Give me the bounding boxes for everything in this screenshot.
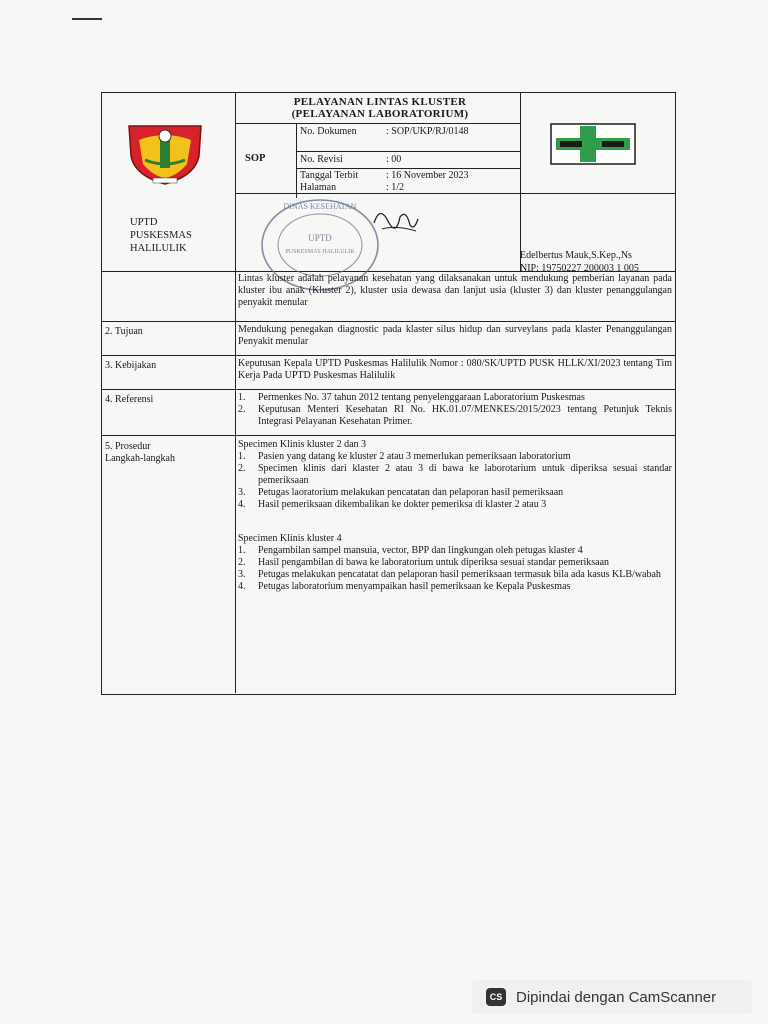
sop-label: SOP [245, 153, 266, 164]
meta-key: Tanggal Terbit [300, 170, 359, 181]
signature [370, 201, 422, 237]
item-number: 4. [238, 499, 246, 510]
tujuan-label: 2. Tujuan [105, 326, 143, 337]
section-title: Specimen Klinis kluster 2 dan 3 [238, 439, 367, 450]
meta-value: : 16 November 2023 [386, 170, 469, 181]
camscanner-watermark [472, 980, 752, 1014]
puskesmas-logo-icon [550, 123, 636, 165]
camscanner-icon: CS [486, 988, 506, 1006]
meta-key: Halaman [300, 182, 337, 193]
item-text: Pasien yang datang ke kluster 2 atau 3 memerlukan pemeriksaan laboratorium [258, 451, 571, 462]
item-text: Pengambilan sampel mansuia, vector, BPP dan lingkungan oleh petugas klaster 4 [258, 545, 583, 556]
pengertian-text: Lintas kluster adalah pelayanan kesehatan yang dilaksanakan untuk mendukung pemberian layanan pada kluster ibu anak (Kluster 2), kluster usia dewasa dan lanjut usia (kluster 3) dan kluster penanggulangan penyakit menular [238, 273, 672, 308]
sop-document [101, 92, 676, 695]
meta-no-revisi [300, 154, 401, 166]
item-number: 2. [238, 557, 246, 568]
prosedur-step [238, 463, 672, 487]
row-divider [102, 389, 675, 390]
meta-value: : 1/2 [386, 182, 405, 193]
unit-name [130, 216, 192, 255]
item-number: 4. [238, 581, 246, 592]
row-divider [102, 435, 675, 436]
unit-line-3: HALILULIK [130, 243, 187, 254]
title-line-2: (PELAYANAN LABORATORIUM) [291, 108, 469, 120]
item-text: Hasil pemeriksaan dikembalikan ke dokter pemeriksa di klaster 2 atau 3 [258, 499, 547, 510]
item-text: Keputusan Menteri Kesehatan RI No. HK.01.07/MENKES/2015/2023 tentang Petunjuk Teknis Integrasi Pelayanan Kesehatan Primer. [258, 404, 672, 427]
stamp-top-text: DINAS KESEHATAN [283, 202, 357, 211]
prosedur-step [238, 499, 672, 511]
item-number: 3. [238, 487, 246, 498]
meta-halaman [300, 182, 404, 194]
column-divider [235, 93, 236, 693]
kebijakan-text: Keputusan Kepala UPTD Puskesmas Halilulik Nomor : 080/SK/UPTD PUSK HLLK/XI/2023 tentang Tim Kerja Pada UPTD Puskesmas Halilulik [238, 358, 672, 381]
stamp-middle-text: UPTD [308, 233, 332, 243]
referensi-label: 4. Referensi [105, 394, 154, 405]
kebijakan-label: 3. Kebijakan [105, 360, 157, 371]
item-number: 2. [238, 463, 246, 474]
prosedur-step [238, 557, 672, 569]
prosedur-step [238, 569, 672, 581]
signer-block [520, 249, 639, 275]
prosedur-step [238, 451, 672, 463]
meta-no-dokumen [300, 126, 469, 138]
prosedur-step [238, 487, 672, 499]
item-number: 1. [238, 392, 246, 403]
meta-row-divider [296, 168, 520, 169]
section-title: Specimen Klinis kluster 4 [238, 533, 342, 544]
item-text: Hasil pengambilan di bawa ke laboratorium untuk diperiksa sesuai standar pemeriksaan [258, 557, 610, 568]
prosedur-label-line-2: Langkah-langkah [105, 453, 175, 464]
prosedur-label [105, 441, 175, 465]
signer-name: Edelbertus Mauk,S.Kep.,Ns [520, 250, 632, 261]
title-divider [235, 123, 520, 124]
item-number: 1. [238, 451, 246, 462]
meta-row-divider [296, 151, 520, 152]
document-title [238, 96, 522, 120]
referensi-list [238, 392, 672, 428]
item-text: Petugas laboratorium menyampaikan hasil pemeriksaan ke Kepala Puskesmas [258, 581, 571, 592]
stamp-bottom-text: PUSKESMAS HALILULIK [285, 249, 355, 255]
meta-key: No. Revisi [300, 154, 343, 165]
row-divider [102, 321, 675, 322]
camscanner-text: Dipindai dengan CamScanner [516, 988, 717, 1006]
unit-line-1: UPTD [130, 217, 158, 228]
scan-mark [72, 18, 102, 20]
meta-value: : 00 [386, 154, 402, 165]
signer-nip: NIP: 19750227 200003 1 005 [520, 263, 639, 274]
tujuan-text: Mendukung penegakan diagnostic pada klaster silus hidup dan surveylans pada klaster Penanggulangan Penyakit menular [238, 324, 672, 347]
prosedur-step [238, 545, 672, 557]
regency-emblem-icon [123, 120, 207, 186]
item-number: 1. [238, 545, 246, 556]
meta-tanggal-terbit [300, 170, 469, 182]
item-number: 2. [238, 404, 246, 415]
prosedur-step [238, 581, 672, 593]
prosedur-label-line-1: 5. Prosedur [105, 441, 151, 452]
referensi-item [238, 404, 672, 428]
item-text: Petugas laoratorium melakukan pencatatan dan pelaporan hasil pemeriksaan [258, 487, 564, 498]
prosedur-content [238, 439, 672, 593]
title-line-1: PELAYANAN LINTAS KLUSTER [293, 96, 467, 108]
referensi-item [238, 392, 672, 404]
unit-line-2: PUSKESMAS [130, 230, 192, 241]
meta-divider [296, 123, 297, 198]
meta-key: No. Dokumen [300, 126, 357, 137]
item-text: Petugas melakukan pencatatat dan pelaporan hasil pemeriksaan termasuk bila ada kasus KLB/wabah [258, 569, 661, 580]
item-number: 3. [238, 569, 246, 580]
row-divider [102, 355, 675, 356]
item-text: Specimen klinis dari klaster 2 atau 3 di bawa ke laborotarium untuk diperiksa sesuai standar pemeriksaan [258, 463, 672, 486]
item-text: Permenkes No. 37 tahun 2012 tentang penyelenggaraan Laboratorium Puskesmas [258, 392, 585, 403]
meta-value: : SOP/UKP/RJ/0148 [386, 126, 469, 137]
